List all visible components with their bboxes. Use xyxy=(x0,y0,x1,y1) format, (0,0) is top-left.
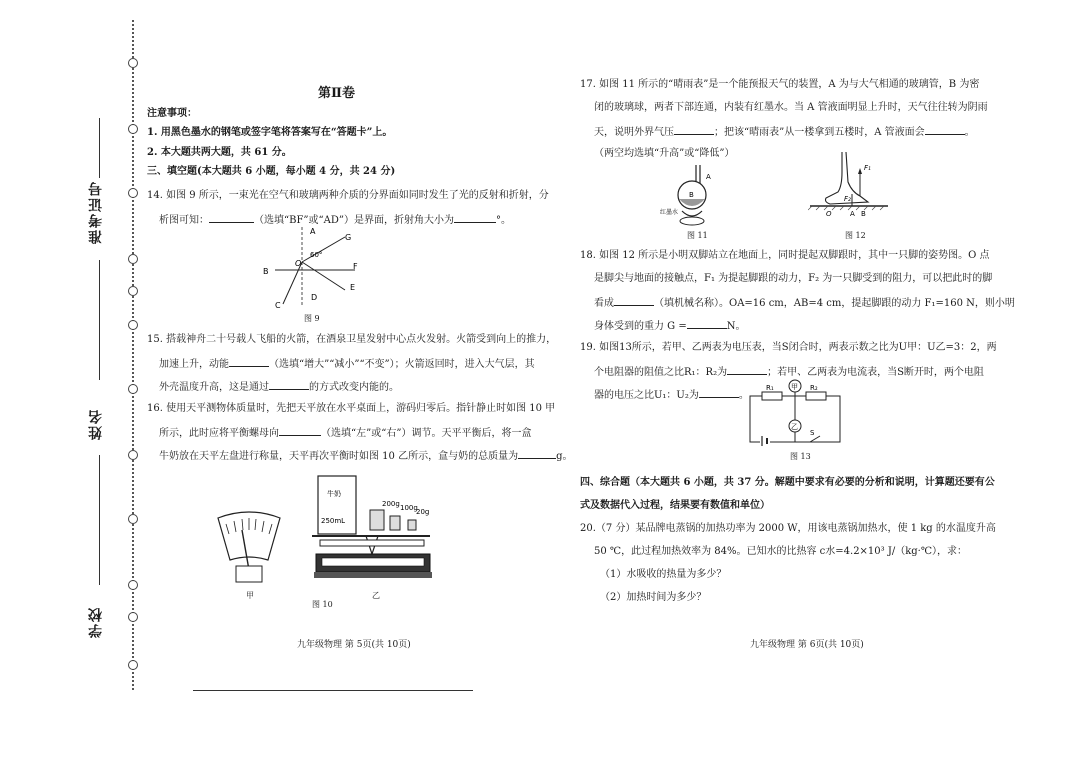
question-text: °。 xyxy=(495,215,511,226)
question-text: 看成 xyxy=(594,298,614,309)
answer-blank[interactable] xyxy=(518,448,556,459)
meter-label: 乙 xyxy=(791,423,798,431)
binding-hole xyxy=(128,384,138,394)
question-17-line: （两空均选填“升高”或“降低”） xyxy=(594,148,735,159)
name-label: 姓名 xyxy=(88,408,104,440)
question-16-line xyxy=(159,448,573,464)
switch-label: S xyxy=(810,429,815,437)
question-16-line xyxy=(159,425,531,441)
question-14-line: 14. 如图 9 所示，一束光在空气和玻璃两种介质的分界面如同时发生了光的反射和折射，分 xyxy=(147,190,549,201)
figure-11-barometer xyxy=(660,163,730,229)
answer-blank[interactable] xyxy=(614,295,654,306)
answer-blank[interactable] xyxy=(229,356,269,367)
weight-label: 200g xyxy=(382,500,400,508)
binding-hole xyxy=(128,660,138,670)
question-17-line: 17. 如图 11 所示的“晴雨表”是一个能预报天气的装置，A 为与大气相通的玻璃管，B 为密 xyxy=(580,79,980,90)
question-text: （选填“BF”或“AD”）是界面，折射角大小为 xyxy=(254,215,454,226)
note-item: 1. 用黑色墨水的钢笔或签字笔将答案写在“答题卡”上。 xyxy=(147,127,393,138)
figure-12-caption: 图 12 xyxy=(845,231,866,240)
question-15-line xyxy=(159,356,535,372)
binding-hole xyxy=(128,58,138,68)
figure-11-caption: 图 11 xyxy=(687,231,708,240)
question-20-line: 50 ℃，此过程加热效率为 84%。已知水的比热容 c水=4.2×10³ J/（kg·℃），求： xyxy=(594,546,968,557)
question-15-line xyxy=(159,379,399,395)
meter-label: 甲 xyxy=(791,383,798,391)
figure-label: F₁ xyxy=(864,164,871,172)
question-20-subquestion: （1）水吸收的热量为多少？ xyxy=(600,569,727,580)
figure-label: B xyxy=(263,267,269,276)
figure-10-balance xyxy=(312,474,440,586)
note-item: 2. 本大题共两大题，共 61 分。 xyxy=(147,147,292,158)
figure-10-caption: 图 10 xyxy=(312,600,333,609)
answer-blank[interactable] xyxy=(699,387,739,398)
binding-hole xyxy=(128,254,138,264)
binding-hole xyxy=(128,320,138,330)
figure-label: F₂ xyxy=(844,195,851,203)
figure-label: A xyxy=(310,227,316,236)
binding-hole xyxy=(128,580,138,590)
figure-12-foot xyxy=(808,152,890,230)
section-heading: 三、填空题(本大题共 6 小题，每小题 4 分，共 24 分) xyxy=(147,166,396,177)
weight-label: 100g xyxy=(400,504,418,512)
answer-blank[interactable] xyxy=(269,379,309,390)
answer-blank[interactable] xyxy=(687,318,727,329)
figure-label: A xyxy=(850,210,855,218)
question-16-line: 16. 使用天平测物体质量时，先把天平放在水平桌面上，游码归零后。指针静止时如图 10 甲 xyxy=(147,403,556,414)
figure-9-diagram xyxy=(255,222,365,312)
question-text: 。 xyxy=(964,127,975,138)
answer-blank[interactable] xyxy=(279,425,321,436)
figure-13-caption: 图 13 xyxy=(790,452,811,461)
binding-hole xyxy=(128,514,138,524)
figure-label: D xyxy=(311,293,318,302)
question-18-line xyxy=(594,295,1015,311)
exam-number-line[interactable] xyxy=(99,118,100,178)
question-18-line xyxy=(594,318,745,334)
figure-label: O xyxy=(826,210,832,218)
figure-10-right-label: 乙 xyxy=(372,591,380,600)
figure-10-left-label: 甲 xyxy=(246,591,254,600)
binding-hole xyxy=(128,286,138,296)
question-20-subquestion: （2）加热时间为多少？ xyxy=(600,592,707,603)
answer-blank[interactable] xyxy=(454,212,496,223)
figure-label: G xyxy=(345,233,352,242)
answer-blank[interactable] xyxy=(674,124,714,135)
bottom-rule xyxy=(193,690,473,691)
question-text: ；把该“晴雨表”从一楼拿到五楼时，A 管液面会 xyxy=(714,127,925,138)
question-text: 加速上升，动能 xyxy=(159,359,229,370)
answer-blank[interactable] xyxy=(925,124,965,135)
exam-number-label: 准考证号 xyxy=(88,180,104,244)
figure-label: B xyxy=(861,210,866,218)
binding-hole xyxy=(128,450,138,460)
figure-label: B xyxy=(689,191,694,199)
answer-blank[interactable] xyxy=(209,212,254,223)
figure-10-dial xyxy=(208,508,290,588)
question-19-line: 19. 如图13所示，若甲、乙两表为电压表，当S闭合时，两表示数之比为U甲：U乙=3：2，两 xyxy=(580,342,997,353)
question-text: 析图可知： xyxy=(159,215,209,226)
question-text: 外壳温度升高，这是通过 xyxy=(159,382,269,393)
exam-number-line-lower[interactable] xyxy=(99,260,100,380)
figure-label: 60° xyxy=(310,251,323,259)
question-text: 牛奶放在天平左盘进行称量，天平再次平衡时如图 10 乙所示，盒与奶的总质量为 xyxy=(159,451,519,462)
question-text: （填机械名称）。OA=16 cm，AB=4 cm，提起脚跟的动力 F₁=160 N，则小明 xyxy=(654,298,1015,309)
question-18-line: 是脚尖与地面的接触点，F₁ 为提起脚跟的动力，F₂ 为一只脚受到的阻力，可以把此时的脚 xyxy=(594,273,993,284)
question-text: 身体受到的重力 G = xyxy=(594,321,687,332)
question-19-line xyxy=(594,387,749,403)
section-title: 第Ⅱ卷 xyxy=(318,86,355,101)
question-18-line: 18. 如图 12 所示是小明双脚站立在地面上，同时提起双脚跟时，其中一只脚的姿势图。O 点 xyxy=(580,250,990,261)
binding-hole xyxy=(128,188,138,198)
resistor-label: R₂ xyxy=(810,384,818,392)
left-page-footer: 九年级物理 第 5页(共 10页) xyxy=(297,640,411,650)
question-text: 的方式改变内能的。 xyxy=(309,382,399,393)
resistor-label: R₁ xyxy=(766,384,774,392)
question-text: 器的电压之比U₁：U₂为 xyxy=(594,390,699,401)
figure-9-caption: 图 9 xyxy=(304,314,320,323)
figure-13-circuit xyxy=(740,378,850,448)
binding-hole xyxy=(128,612,138,622)
question-17-line xyxy=(594,124,975,140)
figure-label: F xyxy=(353,262,358,271)
question-text: 个电阻器的阻值之比R₁：R₂为 xyxy=(594,367,728,378)
section-heading: 式及数据代入过程，结果要有数值和单位） xyxy=(580,500,770,511)
question-17-line: 闭的玻璃球，两者下部连通，内装有红墨水。当 A 管液面明显上升时，天气往往转为阴雨 xyxy=(594,102,988,113)
figure-label: C xyxy=(275,301,281,310)
name-line[interactable] xyxy=(99,455,100,585)
figure-label: A xyxy=(706,173,711,181)
binding-hole xyxy=(128,124,138,134)
milk-volume: 250mL xyxy=(321,517,346,525)
question-text: ；若甲、乙两表为电流表，当S断开时，两个电阻 xyxy=(767,367,984,378)
question-text: 所示，此时应将平衡螺母向 xyxy=(159,428,279,439)
right-page-footer: 九年级物理 第 6页(共 10页) xyxy=(750,640,864,650)
question-20-line: 20.（7 分）某品牌电蒸锅的加热功率为 2000 W，用该电蒸锅加热水，使 1 kg 的水温度升高 xyxy=(580,523,996,534)
figure-label: 红墨水 xyxy=(660,209,679,216)
question-text: g。 xyxy=(556,451,573,462)
question-text: 天，说明外界气压 xyxy=(594,127,674,138)
figure-label: E xyxy=(350,283,356,292)
question-text: （选填“增大”“减小”“不变”）；火箭返回时，进入大气层，其 xyxy=(269,359,535,370)
section-heading: 四、综合题（本大题共 6 小题，共 37 分。解题中要求有必要的分析和说明，计算题还要有公 xyxy=(580,477,995,488)
question-text: （选填“左”或“右”）调节。天平平衡后，将一盒 xyxy=(321,428,532,439)
question-text: N。 xyxy=(726,321,746,332)
weight-label: 20g xyxy=(416,508,430,516)
question-15-line: 15. 搭载神舟二十号载人飞船的火箭，在酒泉卫星发射中心点火发射。火箭受到向上的推力， xyxy=(147,334,557,345)
milk-label: 牛奶 xyxy=(327,490,341,498)
notes-title: 注意事项： xyxy=(147,108,197,119)
school-label: 学校 xyxy=(88,606,104,638)
figure-label: O xyxy=(295,259,302,268)
question-text: 。 xyxy=(738,390,749,401)
answer-blank[interactable] xyxy=(727,364,767,375)
